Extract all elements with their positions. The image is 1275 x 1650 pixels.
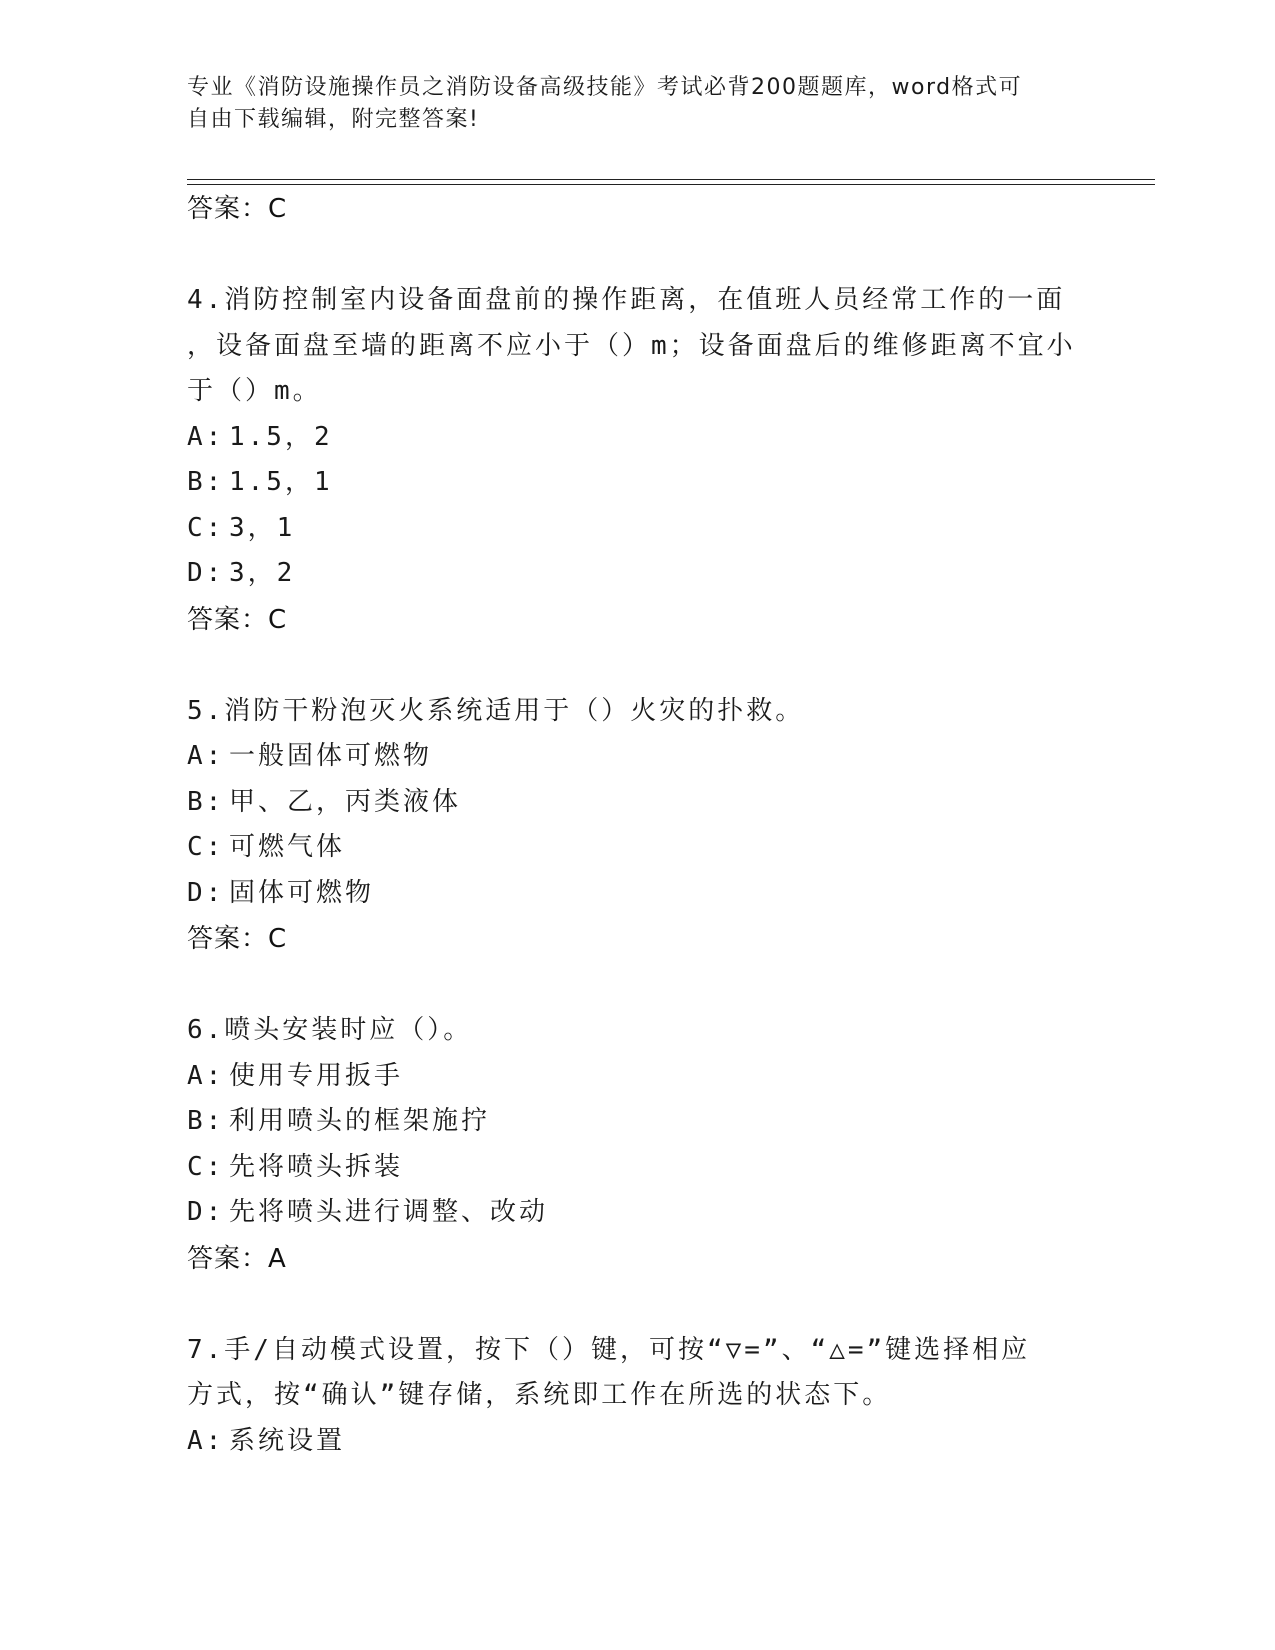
option-key: D: [187,1197,225,1227]
option-a [187,415,1087,461]
spacer [187,232,1087,278]
header-line-1: 专业《消防设施操作员之消防设备高级技能》考试必背200题题库，word格式可 [187,75,1023,100]
question-text-line: ，设备面盘至墙的距离不应小于（）m；设备面盘后的维修距离不宜小 [187,330,1076,361]
option-key: B: [187,1106,225,1136]
question-list [187,186,1087,1464]
option-a [187,1419,1087,1465]
option-key: C: [187,512,225,543]
spacer [187,643,1087,689]
option-key: C: [187,1151,225,1182]
option-a [187,734,1087,780]
answer-line: 答案：A [187,1243,287,1274]
option-key: D: [187,558,225,588]
question-4 [187,278,1087,689]
header-divider-top [187,179,1155,180]
header-divider-bottom [187,184,1155,185]
option-text: 使用专用扳手 [229,1060,404,1091]
page-header [187,72,1087,136]
option-text: 1.5，2 [229,421,333,452]
option-key: A: [187,421,225,452]
option-key: A: [187,741,225,771]
answer-line: 答案：C [187,604,288,635]
option-text: 利用喷头的框架施拧 [229,1106,491,1136]
option-text: 先将喷头拆装 [229,1151,404,1182]
option-d [187,551,1087,597]
option-key: D: [187,877,225,908]
question-5 [187,689,1087,1009]
question-7 [187,1328,1087,1465]
previous-answer: 答案：C [187,194,288,224]
option-text: 3，2 [229,558,296,588]
option-d [187,1190,1087,1236]
option-key: A: [187,1060,225,1091]
question-text-line: 6.喷头安装时应（）。 [187,1015,473,1045]
option-text: 可燃气体 [229,832,346,862]
option-key: C: [187,832,225,862]
option-c [187,1145,1087,1191]
option-text: 甲、乙，丙类液体 [229,786,462,817]
question-text-line: 4.消防控制室内设备面盘前的操作距离，在值班人员经常工作的一面 [187,285,1066,315]
question-text-line: 5.消防干粉泡灭火系统适用于（）火灾的扑救。 [187,695,805,726]
spacer [187,1282,1087,1328]
answer-line: 答案：C [187,924,288,954]
option-text: 1.5，1 [229,467,333,497]
option-d [187,871,1087,917]
header-line-2: 自由下载编辑，附完整答案! [187,107,480,132]
option-text: 一般固体可燃物 [229,741,433,771]
option-a [187,1054,1087,1100]
option-key: B: [187,786,225,817]
question-text-line: 方式，按“确认”键存储，系统即工作在所选的状态下。 [187,1380,892,1410]
option-text: 系统设置 [229,1425,346,1456]
question-text-line: 7.手/自动模式设置，按下（）键，可按“▽=”、“△=”键选择相应 [187,1334,1031,1365]
option-c [187,825,1087,871]
option-key: B: [187,467,225,497]
option-b [187,460,1087,506]
spacer [187,962,1087,1008]
option-key: A: [187,1425,225,1456]
option-b [187,780,1087,826]
option-b [187,1099,1087,1145]
option-text: 固体可燃物 [229,877,375,908]
option-c [187,506,1087,552]
option-text: 先将喷头进行调整、改动 [229,1197,549,1227]
question-6 [187,1008,1087,1328]
question-text-line: 于（）m。 [187,376,322,406]
option-text: 3，1 [229,512,296,543]
